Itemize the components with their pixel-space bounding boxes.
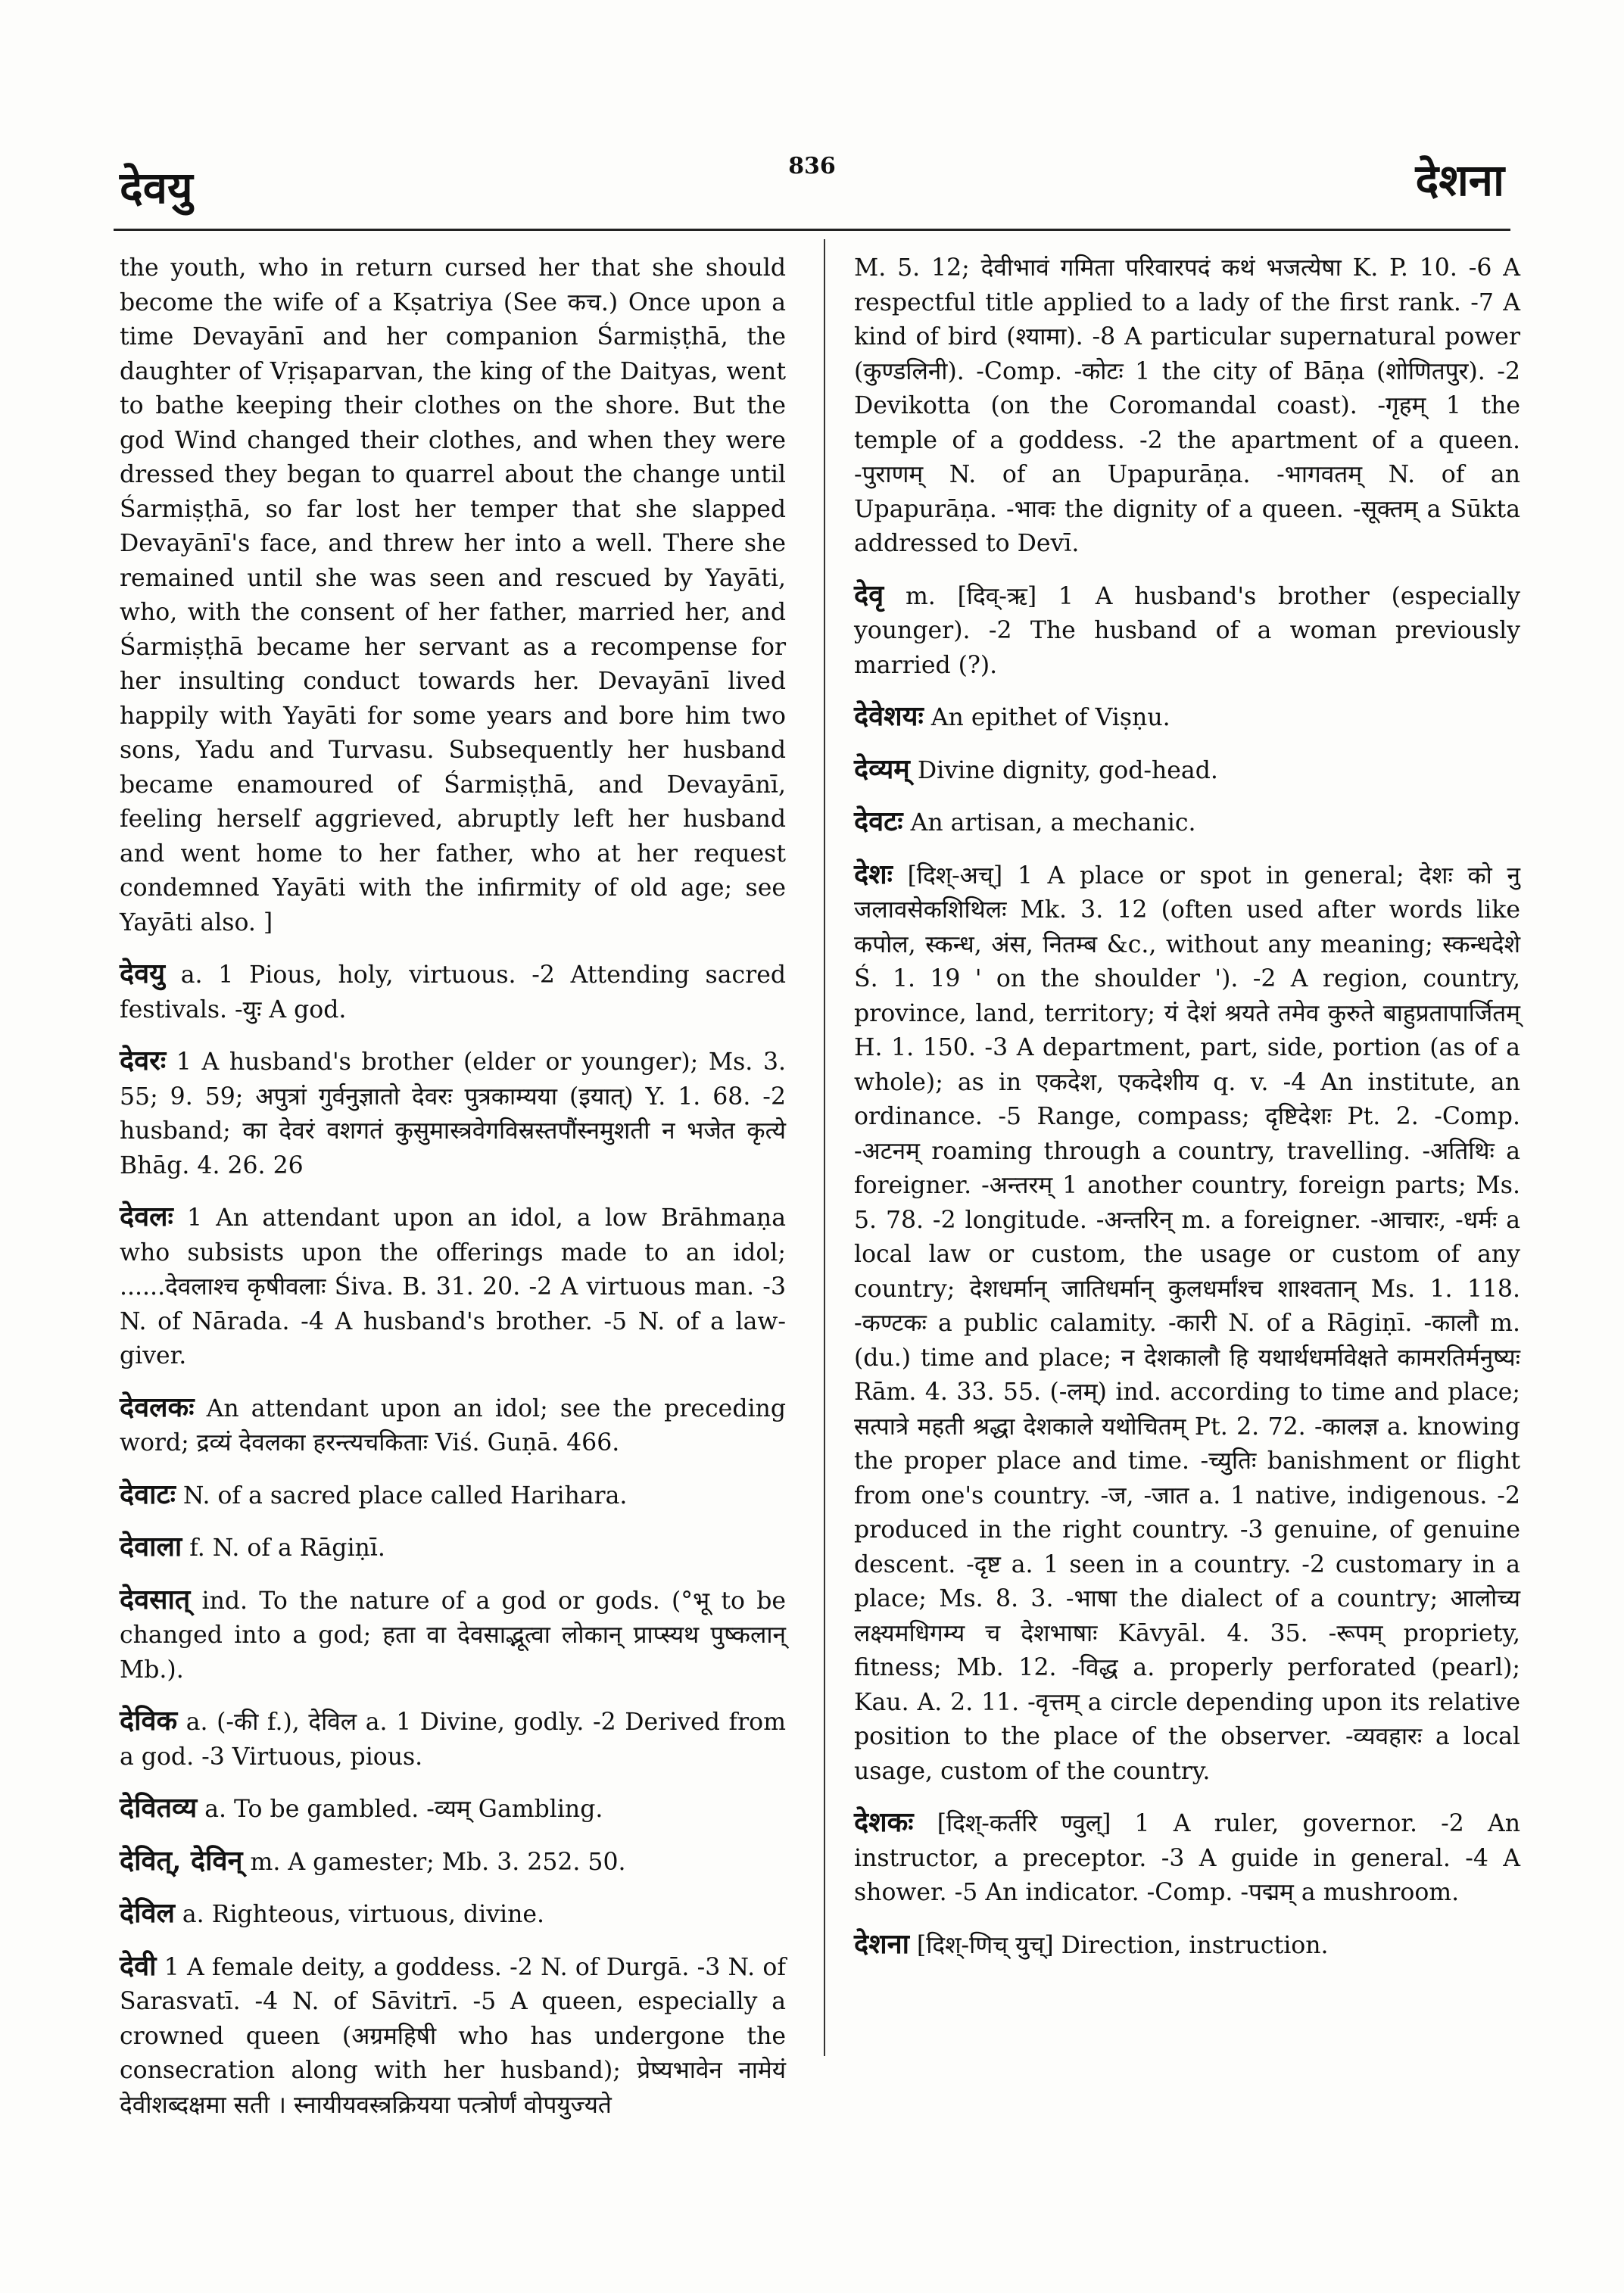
header-right-word: देशना [1415,154,1504,206]
entry-body: An attendant upon an idol; see the preceding word; द्रव्यं देवलका हरन्त्यचकिताः Viś. Guṇā. 466. [120,1394,787,1456]
dictionary-entry [854,250,1520,562]
header-rule [114,229,1510,231]
left-column [120,250,786,2139]
dictionary-entry [120,1896,786,1933]
dictionary-entry [120,1478,786,1514]
entry-body: 1 A husband's brother (elder or younger); Ms. 3. 55; 9. 59; अपुत्रां गुर्वनुज्ञातो देवरः पुत्रकाम्यया (इयात्) Y. 1. 68. -2 husband; का देवरं वशगतं कुसुमास्त्रवेगविस्रस्तपौंस्नमुशती न भजेत कृत्ये Bhāg. 4. 26. 26 [120,1048,787,1179]
header-left-word: देवयु [120,162,193,213]
dictionary-entry [120,1704,786,1774]
entry-body: a. Righteous, virtuous, divine. [182,1901,545,1928]
entry-headword: देवाटः [120,1478,176,1510]
entry-headword: देवृ [854,578,884,611]
entry-body: [दिश्-अच्] 1 A place or spot in general; देशः को नु जलावसेकशिथिलः Mk. 3. 12 (often used after words like कपोल, स्कन्ध, अंस, नितम्ब &c., without any meaning; स्कन्धदेशे Ś. 1. 19 ' on the shoulder '). -2 A region, country, province, land, territory; यं देशं श्रयते तमेव कुरुते बाहुप्रतापार्जितम् H. 1. 150. -3 A department, part, side, portion (as of a whole); as in एकदेश, एकदेशीय q. v. -4 An institute, an ordinance. -5 Range, compass; दृष्टिदेशः Pt. 2. -Comp. -अटनम् roaming through a country, travelling. -अतिथिः a foreigner. -अन्तरम् 1 another country, foreign parts; Ms. 5. 78. -2 longitude. -अन्तरिन् m. a foreigner. -आचारः, -धर्मः a local law or custom, the usage or custom of any country; देशधर्मान् जातिधर्मान् कुलधर्मांश्च शाश्वतान् Ms. 1. 118. -कण्टकः a public calamity. -कारी N. of a Rāgiṇī. -कालौ m. (du.) time and place; न देशकालौ हि यथार्थधर्मावेक्षते कामरतिर्मनुष्यः Rām. 4. 33. 55. (-लम्) ind. according to time and place; सत्पात्रे महती श्रद्धा देशकाले यथोचितम् Pt. 2. 72. -कालज्ञ a. knowing the proper place and time. -च्युतिः banishment or flight from one's country. -ज, -जात a. 1 native, indigenous. -2 produced in the right country. -3 genuine, of genuine descent. -दृष्ट a. 1 seen in a country. -2 customary in a place; Ms. 8. 3. -भाषा the dialect of a country; आलोच्य लक्ष्यमधिगम्य च देशभाषाः Kāvyāl. 4. 35. -रूपम् propriety, fitness; Mb. 12. -विद्ध a. properly perforated (pearl); Kau. A. 2. 11. -वृत्तम् a circle depending upon its relative position to the place of the observer. -व्यवहारः a local usage, custom of the country. [854,861,1520,1785]
dictionary-entry [854,578,1520,684]
entry-headword: देवेशयः [854,700,924,732]
dictionary-entry [854,1805,1520,1911]
entry-headword: देविल [120,1897,175,1929]
entry-headword: देवी [120,1949,157,1982]
entry-body: An epithet of Viṣṇu. [930,704,1170,731]
entry-body: 1 A female deity, a goddess. -2 N. of Durgā. -3 N. of Sarasvatī. -4 N. of Sāvitrī. -5 A queen, especially a crowned queen (अग्रमहिषी who has undergone the consecration along with her husband); प्रेष्यभावेन नामेयं देवीशब्दक्षमा सती । स्नायीयवस्त्रक्रियया पत्त्रोर्णं वोपयुज्यते [120,1953,786,2119]
entry-headword: देशकः [854,1806,914,1838]
entry-headword: देवलकः [120,1391,195,1423]
entry-headword: देवाला [120,1531,182,1562]
dictionary-entry [854,752,1520,789]
entry-headword: देविक [120,1705,178,1737]
dictionary-entry [120,1791,786,1827]
page-header [114,151,1510,227]
column-divider [824,239,825,2056]
entry-headword: देव्यम् [854,752,910,785]
entry-body: a. 1 Pious, holy, virtuous. -2 Attending sacred festivals. -युः A god. [120,961,786,1023]
entry-headword: देवित्, देविन् [120,1844,243,1877]
entry-body: a. To be gambled. -व्यम् Gambling. [204,1796,603,1823]
entry-body: [दिश्-णिच् युच्] Direction, instruction. [916,1931,1329,1959]
entry-headword: देवसात् [120,1583,191,1615]
entry-body: N. of a sacred place called Harihara. [182,1481,628,1509]
dictionary-entry [120,957,786,1027]
entry-headword: देवितव्य [120,1792,198,1824]
entry-body: M. 5. 12; देवीभावं गमिता परिवारपदं कथं भजत्येषा K. P. 10. -6 A respectful title applied to a lady of the first rank. -7 A kind of bird (श्यामा). -8 A particular supernatural power (कुण्डलिनी). -Comp. -कोटः 1 the city of Bāṇa (शोणितपुर). -2 Devikotta (on the Coromandal coast). -गृहम् 1 the temple of a goddess. -2 the apartment of a queen. -पुराणम् N. of an Upapurāṇa. -भागवतम् N. of an Upapurāṇa. -भावः the dignity of a queen. -सूक्तम् a Sūkta addressed to Devī. [854,254,1520,557]
right-column [854,250,1520,1980]
entry-body: m. A gamester; Mb. 3. 252. 50. [250,1848,626,1876]
entry-headword: देवरः [120,1045,167,1076]
dictionary-entry [120,1844,786,1880]
dictionary-entry [854,858,1520,1790]
dictionary-entry [854,805,1520,841]
dictionary-entry [120,1583,786,1688]
entry-headword: देशः [854,858,893,890]
entry-body: f. N. of a Rāgiṇī. [189,1534,385,1562]
dictionary-entry [120,1949,786,2123]
dictionary-entry [120,1391,786,1461]
dictionary-entry [854,1927,1520,1964]
page-number: 836 [788,153,836,179]
dictionary-entry [120,1200,786,1374]
entry-headword: देवटः [854,805,903,837]
dictionary-entry [120,250,786,940]
entry-body: Divine dignity, god-head. [917,756,1218,784]
entry-headword: देवलः [120,1201,173,1232]
entry-headword: देशना [854,1927,909,1960]
dictionary-entry [120,1044,786,1183]
entry-body: m. [दिव्-ऋ] 1 A husband's brother (especially younger). -2 The husband of a woman previously married (?). [854,582,1520,679]
entry-body: ind. To the nature of a god or gods. (°भू to be changed into a god; हता वा देवसाद्भूत्वा लोकान् प्राप्स्यथ पुष्कलान् Mb.). [120,1587,786,1684]
entry-body: a. (-की f.), देविल a. 1 Divine, godly. -2 Derived from a god. -3 Virtuous, pious. [120,1709,787,1771]
entry-headword: देवयु [120,958,166,989]
dictionary-entry [854,699,1520,736]
entry-body: An artisan, a mechanic. [910,809,1196,837]
entry-body: 1 An attendant upon an idol, a low Brāhmaṇa who subsists upon the offerings made to an idol; ......देवलाश्च कृषीवलाः Śiva. B. 31. 20. -2 A virtuous man. -3 N. of Nārada. -4 A husband's brother. -5 N. of a law-giver. [120,1204,786,1369]
entry-body: [दिश्-कर्तरि ण्वुल्] 1 A ruler, governor. -2 An instructor, a preceptor. -3 A guide in general. -4 A shower. -5 An indicator. -Comp. -पद्मम् a mushroom. [854,1810,1520,1906]
entry-body: the youth, who in return cursed her that she should become the wife of a Kṣatriya (See कच.) Once upon a time Devayānī and her companion Śarmiṣṭhā, the daughter of Vṛiṣaparvan, the king of the Daityas, went to bathe keeping their clothes on the shore. But the god Wind changed their clothes, and when they were dressed they began to quarrel about the change until Śarmiṣṭhā, so far lost her temper that she slapped Devayānī's face, and threw her into a well. There she remained until she was seen and rescued by Yayāti, who, with the consent of her father, married her, and Śarmiṣṭhā became her servant as a recompense for her insulting conduct towards her. Devayānī lived happily with Yayāti for some years and bore him two sons, Yadu and Turvasu. Subsequently her husband became enamoured of Śarmiṣṭhā, and Devayānī, feeling herself aggrieved, abruptly left her husband and went home to her father, who at her request condemned Yayāti with the infirmity of old age; see Yayāti also. ] [120,254,786,936]
dictionary-entry [120,1530,786,1566]
